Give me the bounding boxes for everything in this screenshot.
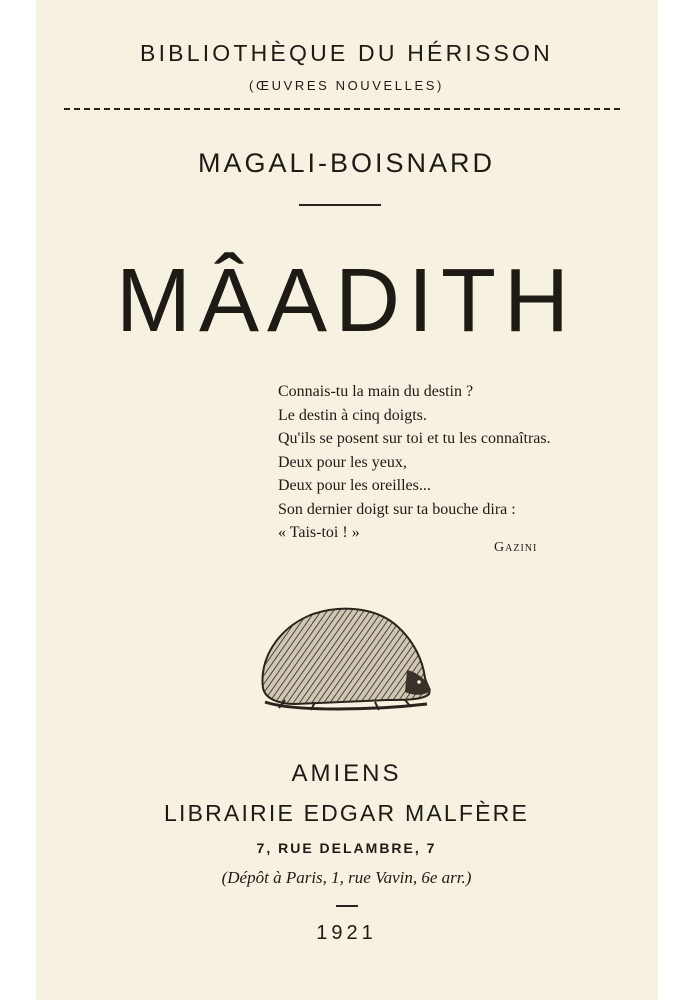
imprint-publisher: LIBRAIRIE EDGAR MALFÈRE bbox=[163, 800, 529, 826]
series-subtitle: (ŒUVRES NOUVELLES) bbox=[249, 78, 444, 93]
epigraph bbox=[278, 380, 658, 545]
epigraph-line: Son dernier doigt sur ta bouche dira : bbox=[278, 500, 516, 518]
hedgehog-icon bbox=[255, 600, 435, 715]
epigraph-line: « Tais-toi ! » bbox=[278, 524, 360, 541]
divider-rule bbox=[64, 108, 620, 110]
imprint-city: AMIENS bbox=[291, 760, 402, 787]
epigraph-line: Deux pour les oreilles... bbox=[278, 477, 431, 494]
short-divider bbox=[299, 204, 381, 206]
book-title: MÂADITH bbox=[116, 251, 577, 351]
short-divider bbox=[336, 905, 358, 907]
epigraph-line: Deux pour les yeux, bbox=[278, 453, 407, 471]
epigraph-attribution: Gazini bbox=[494, 540, 538, 555]
imprint-address: 7, RUE DELAMBRE, 7 bbox=[256, 840, 437, 856]
series-title: BIBLIOTHÈQUE DU HÉRISSON bbox=[140, 40, 553, 66]
imprint-year: 1921 bbox=[316, 922, 377, 944]
author-name: MAGALI-BOISNARD bbox=[197, 148, 496, 178]
epigraph-line: Connais-tu la main du destin ? bbox=[278, 383, 474, 400]
epigraph-line: Qu'ils se posent sur toi et tu les connaîtras. bbox=[278, 430, 551, 447]
imprint-depot: (Dépôt à Paris, 1, rue Vavin, 6e arr.) bbox=[221, 868, 472, 887]
epigraph-line: Le destin à cinq doigts. bbox=[278, 406, 427, 424]
